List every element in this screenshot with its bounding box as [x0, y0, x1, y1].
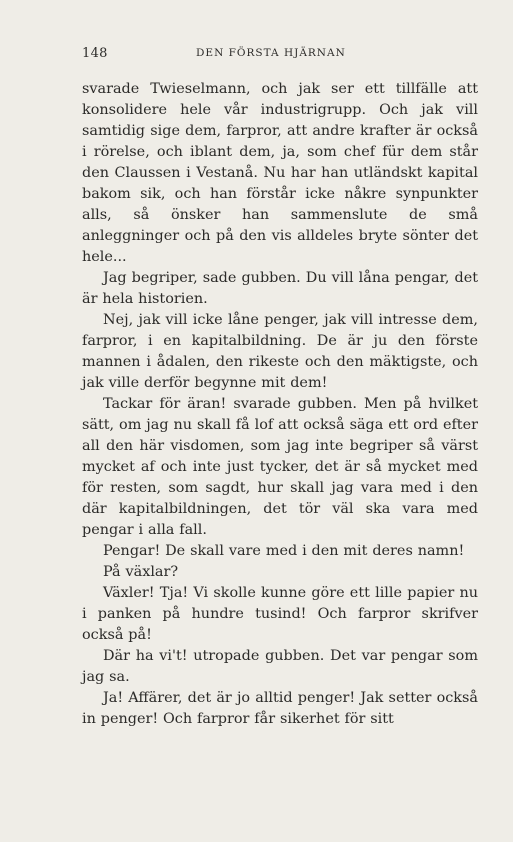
paragraph: Tackar för äran! svarade gubben. Men på hvilket sätt, om jag nu skall få lof att också säga ett ord efter all den här visdomen, som jag inte begriper så värst mycket af och inte just tycker, det är så mycket med för resten, som sagdt, hur skall jag vara med i den där kapitalbildningen, det tör väl ska vara med pengar i alla fall. [82, 396, 478, 538]
running-title: DEN FÖRSTA HJÄRNAN [196, 47, 346, 59]
paragraph: Där ha vi't! utropade gubben. Det var pengar som jag sa. [82, 648, 478, 685]
paragraph: Nej, jak vill icke låne penger, jak vill intresse dem, farpror, i en kapitalbildning. De är ju den förste mannen i ådalen, den rikeste och den mäktigste, och jak ville derför begynne mit dem! [82, 312, 478, 391]
paragraph: Ja! Affärer, det är jo alltid penger! Jak setter också in penger! Och farpror får sikerhet för sitt [82, 690, 478, 727]
paragraph: Växler! Tja! Vi skolle kunne göre ett lille papier nu i panken på hundre tusind! Och farpror skrifver också på! [82, 585, 478, 643]
paragraph: svarade Twieselmann, och jak ser ett tillfälle att konsolidere hele vår industrigrupp. Och jak vill samtidig sige dem, farpror, att andre krafter är också i rörelse, och iblant dem, ja, som chef für dem står den Claussen i Vestanå. Nu har han utländskt kapital bakom sik, och han förstår icke nåkre synpunkter alls, så önsker han sammenslute de små anleggninger och på den vis alldeles bryte sönter det hele... [82, 81, 478, 265]
paragraph: Pengar! De skall vare med i den mit deres namn! [103, 543, 465, 559]
page-number: 148 [82, 46, 108, 61]
page-header [82, 46, 479, 66]
paragraph: På växlar? [103, 564, 179, 580]
paragraph: Jag begriper, sade gubben. Du vill låna pengar, det är hela historien. [82, 270, 478, 307]
body-text [82, 79, 478, 730]
